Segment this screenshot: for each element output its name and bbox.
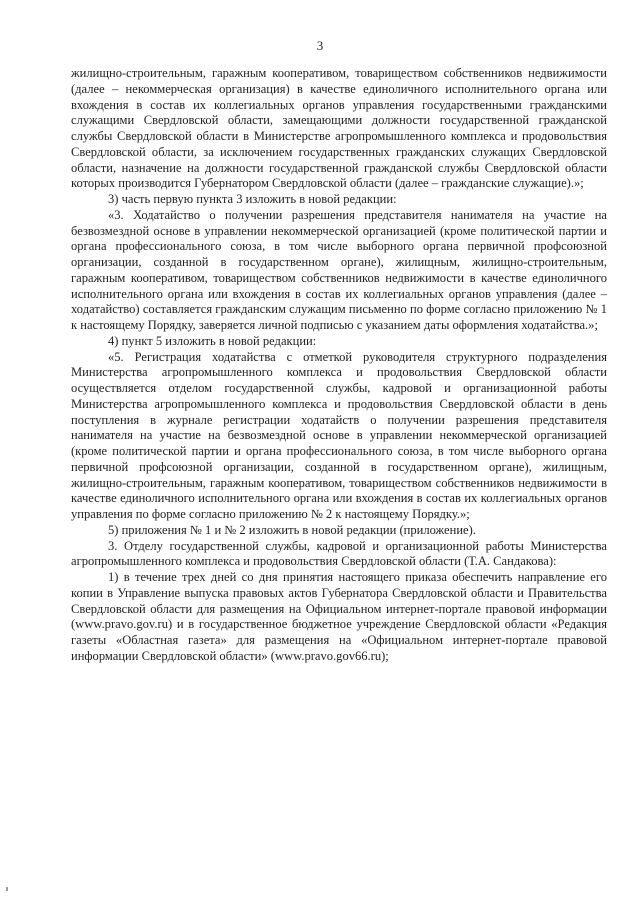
scan-mark [6,887,8,891]
paragraph-continuation: жилищно-строительным, гаражным кооперативом, товариществом собственников недвижимости (далее – некоммерческая организация) в качестве единоличного исполнительного органа или вхождения в состав их коллегиальных органов управления государственными гражданскими служащими Свердловской области, замещающими должности государственной гражданской службы Свердловской области в Министерстве агропромышленного комплекса и продовольствия Свердловской области, за исключением государственных гражданских служащих Свердловской области, назначение на должности государственной гражданской службы Свердловской области которых производится Губернатором Свердловской области (далее – гражданские служащие).»; [71,66,607,191]
paragraph-item-5: 5) приложения № 1 и № 2 изложить в новой редакции (приложение). [108,522,476,537]
paragraph-quote-5: «5. Регистрация ходатайства с отметкой руководителя структурного подразделения Министерства агропромышленного комплекса и продовольствия Свердловской области осуществляется отделом государственной службы, кадровой и организационной работы Министерства агропромышленного комплекса и продовольствия Свердловской области в день поступления в журнале регистрации ходатайств о получении разрешения представителя нанимателя на участие на безвозмездной основе в управлении некоммерческой организацией (кроме политической партии и органа профессионального союза, в том числе выборного органа первичной профсоюзной организации, созданной в государственном органе), жилищным, жилищно-строительным, гаражным кооперативом, товариществом собственников недвижимости в качестве единоличного исполнительного органа или вхождения в состав их коллегиальных органов управления по форме согласно приложению № 2 к настоящему Порядку.»; [71,349,607,521]
paragraph-item-4: 4) пункт 5 изложить в новой редакции: [108,333,317,348]
paragraph-subitem-1: 1) в течение трех дней со дня принятия настоящего приказа обеспечить направление его копии в Управление выпуска правовых актов Губернатора Свердловской области и Правительства Свердловской области для размещения на Официальном интернет-портале правовой информации (www.pravo.gov.ru) и в государственное бюджетное учреждение Свердловской области «Редакция газеты «Областная газета» для размещения на «Официальном интернет-портале правовой информации Свердловской области» (www.pravo.gov66.ru); [71,570,607,663]
paragraph-item-3: 3) часть первую пункта 3 изложить в новой редакции: [108,192,397,206]
paragraph-quote-3: «3. Ходатайство о получении разрешения представителя нанимателя на участие на безвозмездной основе в управлении некоммерческой организацией (кроме политической партии и органа профессионального союза, в том числе выборного органа первичной профсоюзной организации, созданной в государственном органе), жилищным, жилищно-строительным, гаражным кооперативом, товариществом собственников недвижимости в качестве единоличного исполнительного органа или вхождения в состав их коллегиальных органов управления (далее – ходатайство) составляется гражданским служащим письменно по форме согласно приложению № 1 к настоящему Порядку, заверяется личной подписью с указанием даты оформления ходатайства.»; [71,207,607,332]
document-body [71,66,607,665]
page-number: 3 [316,38,324,53]
paragraph-section-3: 3. Отделу государственной службы, кадровой и организационной работы Министерства агропромышленного комплекса и продовольствия Свердловской области (Т.А. Сандакова): [71,538,607,569]
